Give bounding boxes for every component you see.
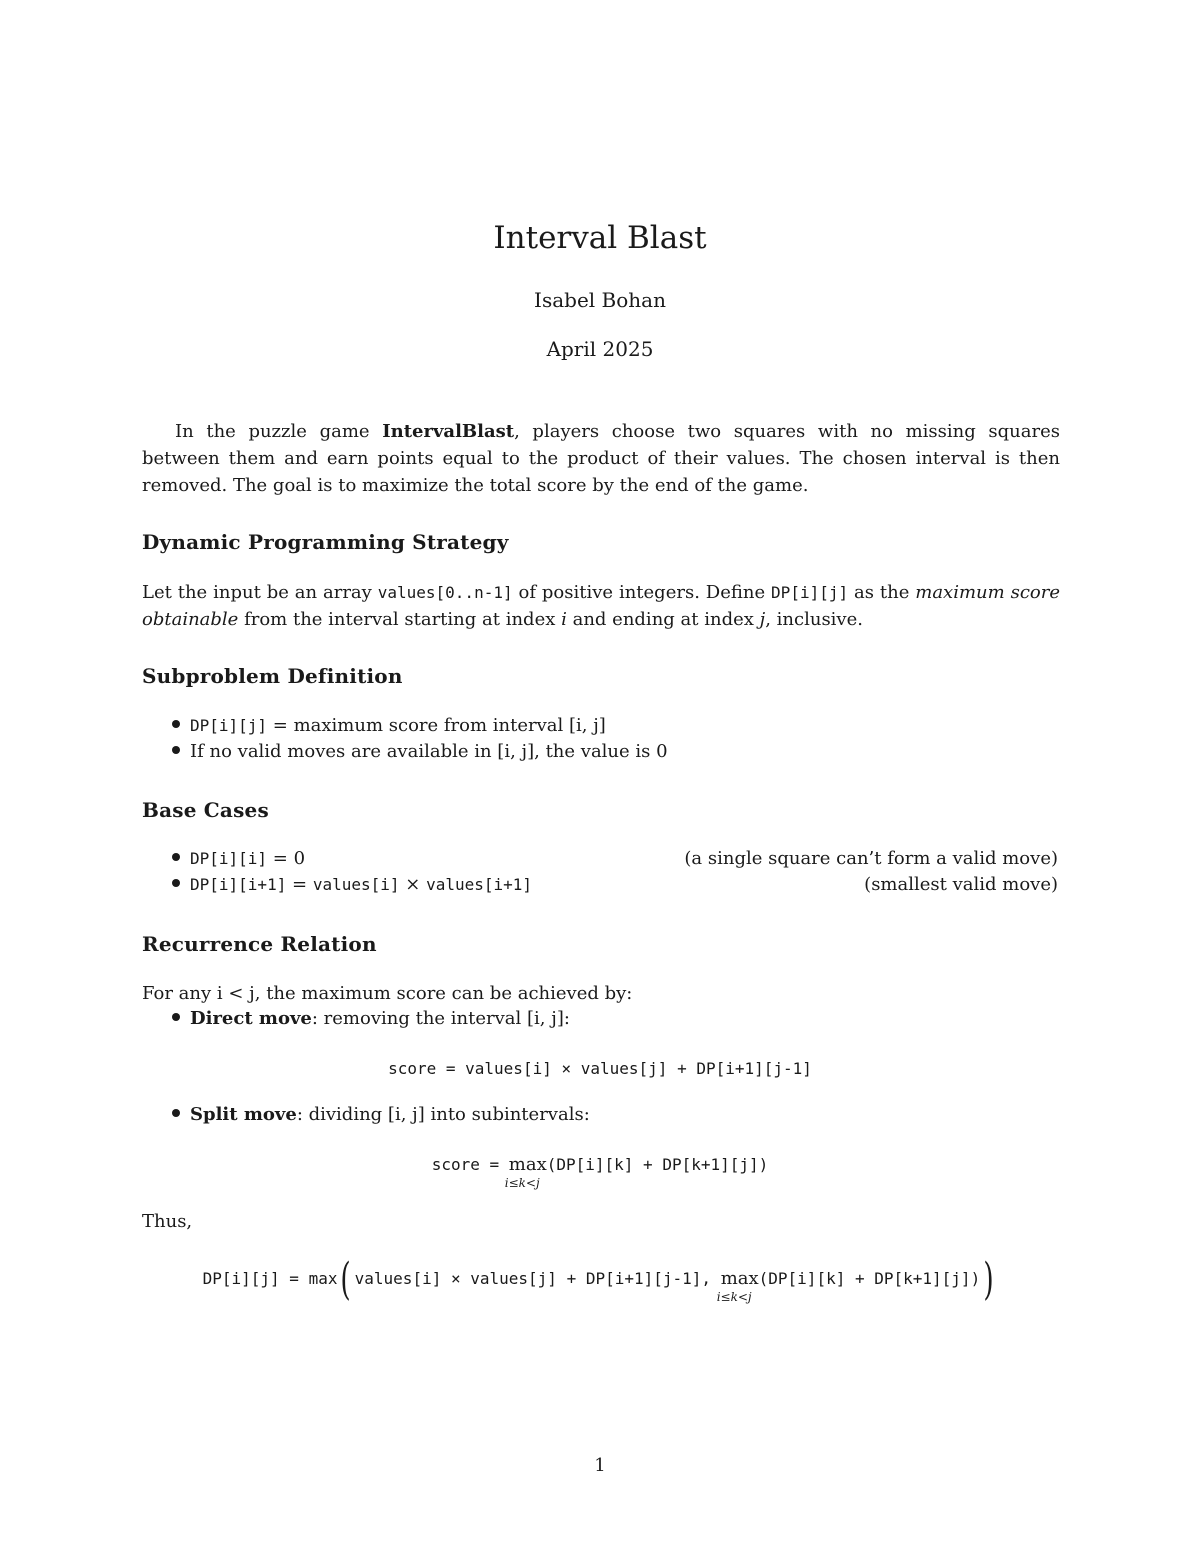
paper-title: Interval Blast bbox=[493, 220, 707, 256]
section-heading-dp: Dynamic Programming Strategy bbox=[142, 530, 509, 554]
section-heading-base: Base Cases bbox=[142, 798, 269, 822]
date: April 2025 bbox=[546, 337, 654, 361]
base-case-note: (smallest valid move) bbox=[864, 874, 1058, 895]
section-heading-recurrence: Recurrence Relation bbox=[142, 932, 377, 956]
equation-final: DP[i][j] = max( values[i] × values[j] + DP[i+1][j-1], max i≤k<j (DP[i][k] + DP[k+1][j])) bbox=[202, 1254, 994, 1305]
author: Isabel Bohan bbox=[534, 288, 666, 312]
bullet-icon bbox=[172, 746, 180, 754]
list-item: Split move: dividing [i, j] into subintervals: bbox=[172, 1102, 590, 1128]
bullet-icon bbox=[172, 1109, 180, 1117]
intro-paragraph: In the puzzle game IntervalBlast, players choose two squares with no missing squares between them and earn points equal to the product of their values. The chosen interval is then removed. The goal is to maximize the total score by the end of the game. bbox=[142, 421, 1060, 496]
equation-split: score = max i≤k<j (DP[i][k] + DP[k+1][j]) bbox=[431, 1154, 769, 1190]
section-heading-subproblem: Subproblem Definition bbox=[142, 664, 403, 688]
list-item: DP[i][i] = 0 bbox=[172, 846, 305, 872]
thus-text: Thus, bbox=[142, 1211, 193, 1232]
bullet-icon bbox=[172, 853, 180, 861]
list-item: DP[i][j] = maximum score from interval [i, j] bbox=[172, 713, 606, 739]
base-case-note: (a single square can’t form a valid move) bbox=[684, 848, 1058, 869]
equation-direct: score = values[i] × values[j] + DP[i+1][j-1] bbox=[388, 1059, 812, 1078]
list-item: Direct move: removing the interval [i, j]: bbox=[172, 1006, 570, 1032]
dp-paragraph: Let the input be an array values[0..n-1] of positive integers. Define DP[i][j] as the maximum score obtainable from the interval starting at index i and ending at index j, inclusive. bbox=[142, 582, 1060, 630]
recurrence-intro: For any i < j, the maximum score can be achieved by: bbox=[142, 983, 633, 1004]
bullet-icon bbox=[172, 879, 180, 887]
game-name: IntervalBlast bbox=[382, 421, 515, 442]
list-item: DP[i][i+1] = values[i] × values[i+1] bbox=[172, 872, 532, 898]
bullet-icon bbox=[172, 1013, 180, 1021]
bullet-icon bbox=[172, 720, 180, 728]
list-item: If no valid moves are available in [i, j], the value is 0 bbox=[172, 739, 668, 765]
page-number: 1 bbox=[594, 1455, 606, 1476]
